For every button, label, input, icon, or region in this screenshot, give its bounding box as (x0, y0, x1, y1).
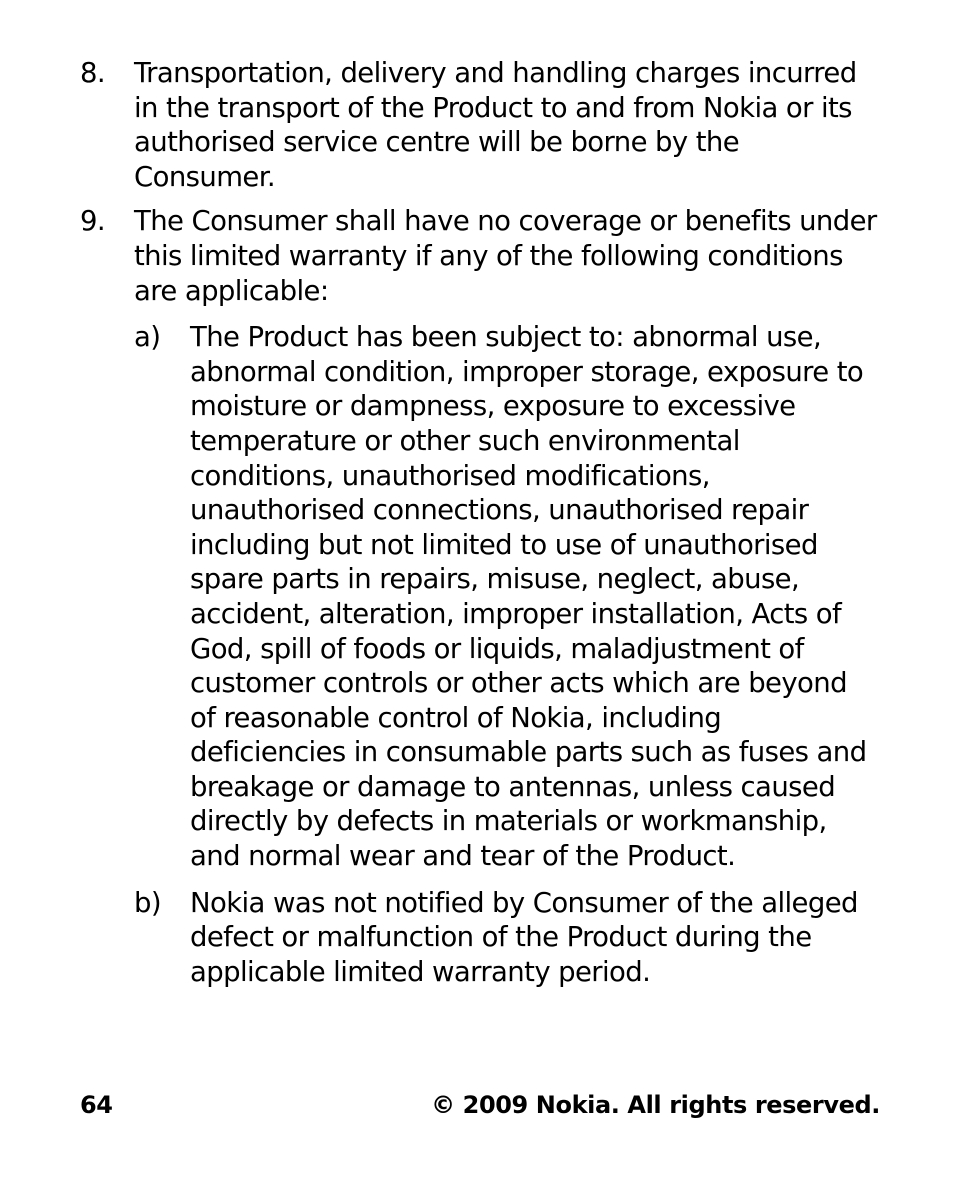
sub-item-a (134, 320, 880, 874)
copyright-notice: © 2009 Nokia. All rights reserved. (431, 1091, 880, 1119)
sub-item-b (134, 886, 880, 990)
list-item-8 (80, 56, 880, 194)
list-item-number: 9. (80, 205, 106, 238)
sub-item-text: Nokia was not notified by Consumer of the alleged defect or malfunction of the Product during the applicable limited warranty period. (190, 886, 858, 988)
list-item-text: Transportation, delivery and handling charges incurred in the transport of the Product to and from Nokia or its authorised service centre will be borne by the Consumer. (134, 57, 857, 193)
page-number: 64 (80, 1091, 113, 1119)
sub-item-letter: a) (134, 321, 161, 354)
sub-item-text: The Product has been subject to: abnormal use, abnormal condition, improper storage, exposure to moisture or dampness, exposure to excessive temperature or other such environmental conditions, unauthorised modifications, unauthorised connections, unauthorised repair including but not limited to use of unauthorised spare parts in repairs, misuse, neglect, abuse, accident, alteration, improper installation, Acts of God, spill of foods or liquids, maladjustment of customer controls or other acts which are beyond of reasonable control of Nokia, including deficiencies in consumable parts such as fuses and breakage or damage to antennas, unless caused directly by defects in materials or workmanship, and normal wear and tear of the Product. (190, 321, 867, 873)
warranty-terms-list (80, 56, 880, 999)
list-item-number: 8. (80, 57, 106, 89)
list-item-9 (80, 204, 880, 989)
sub-item-letter: b) (134, 886, 161, 919)
list-item-text: The Consumer shall have no coverage or benefits under this limited warranty if any of the following conditions are applicable: (134, 205, 877, 307)
list-item-body (134, 204, 880, 989)
page-footer (80, 1090, 880, 1120)
